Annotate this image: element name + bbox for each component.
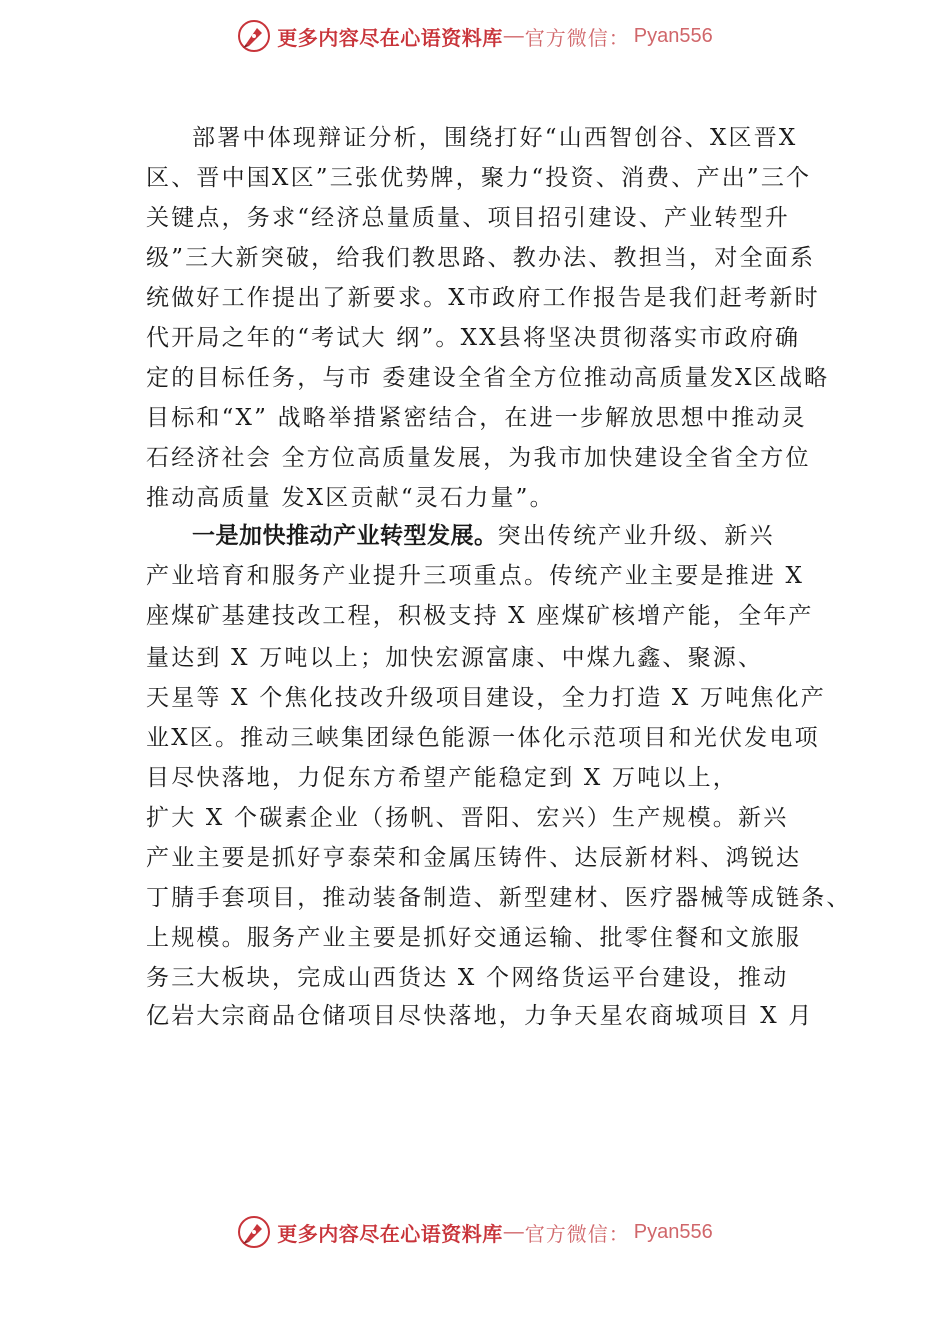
header-title: 更多内容尽在心语资料库	[277, 25, 503, 50]
paragraph-line: 目尽快落地，力促东方希望产能稳定到 X 万吨以上，	[146, 765, 738, 791]
footer-subtitle: 官方微信：	[524, 1221, 630, 1246]
paragraph-line: 天星等 X 个焦化技改升级项目建设，全力打造 X 万吨焦化产	[146, 685, 826, 711]
paragraph-line: 上规模。服务产业主要是抓好交通运输、批零住餐和文旅服	[146, 925, 802, 951]
header-wechat-id: Pyan556	[633, 24, 713, 47]
paragraph-line: 目标和“X” 战略举措紧密结合，在进一步解放思想中推动灵	[146, 405, 807, 431]
section-heading: 一是加快推动产业转型发展。	[192, 522, 498, 549]
footer-separator: —	[503, 1220, 524, 1243]
paragraph-line: 产业主要是抓好亨泰荣和金属压铸件、达辰新材料、鸿锐达	[146, 845, 802, 871]
pen-nib-logo-icon	[237, 19, 271, 53]
paragraph-line: 部署中体现辩证分析，围绕打好“山西智创谷、X区晋X	[192, 125, 798, 151]
paragraph-line: 亿岩大宗商品仓储项目尽快落地，力争天星农商城项目 X 月	[146, 1003, 814, 1029]
footer-title: 更多内容尽在心语资料库	[277, 1221, 503, 1246]
header-separator: —	[503, 24, 524, 47]
paragraph-line: 扩大 X 个碳素企业（扬帆、晋阳、宏兴）生产规模。新兴	[146, 805, 789, 831]
pen-nib-logo-icon	[237, 1215, 271, 1249]
footer-wechat-id: Pyan556	[633, 1220, 713, 1243]
section-first-line-text: 突出传统产业升级、新兴	[497, 523, 775, 549]
paragraph-line: 石经济社会 全方位高质量发展，为我市加快建设全省全方位	[146, 445, 811, 471]
footer-banner	[0, 1210, 950, 1254]
paragraph-line: 推动高质量 发X区贡献“灵石力量”。	[146, 485, 555, 511]
paragraph-line: 量达到 X 万吨以上；加快宏源富康、中煤九鑫、聚源、	[146, 645, 764, 671]
paragraph-line: 关键点，务求“经济总量质量、项目招引建设、产业转型升	[146, 205, 790, 231]
paragraph-line: 产业培育和服务产业提升三项重点。传统产业主要是推进 X	[146, 563, 805, 589]
paragraph-line: 代开局之年的“考试大 纲”。XX县将坚决贯彻落实市政府确	[146, 325, 801, 351]
paragraph-line: 级”三大新突破，给我们教思路、教办法、教担当，对全面系	[146, 245, 816, 271]
header-subtitle: 官方微信：	[524, 25, 630, 50]
paragraph-line: 业X区。推动三峡集团绿色能源一体化示范项目和光伏发电项	[146, 725, 820, 751]
section-first-line	[192, 518, 775, 554]
paragraph-line: 统做好工作提出了新要求。X市政府工作报告是我们赶考新时	[146, 285, 820, 311]
paragraph-line: 丁腈手套项目，推动装备制造、新型建材、医疗器械等成链条、	[146, 885, 852, 911]
paragraph-line: 区、晋中国X区”三张优势牌，聚力“投资、消费、产出”三个	[146, 165, 812, 191]
paragraph-line: 定的目标任务，与市 委建设全省全方位推动高质量发X区战略	[146, 365, 830, 391]
paragraph-line: 务三大板块，完成山西货达 X 个网络货运平台建设，推动	[146, 965, 789, 991]
header-banner	[0, 14, 950, 58]
paragraph-line: 座煤矿基建技改工程，积极支持 X 座煤矿核增产能，全年产	[146, 603, 814, 629]
